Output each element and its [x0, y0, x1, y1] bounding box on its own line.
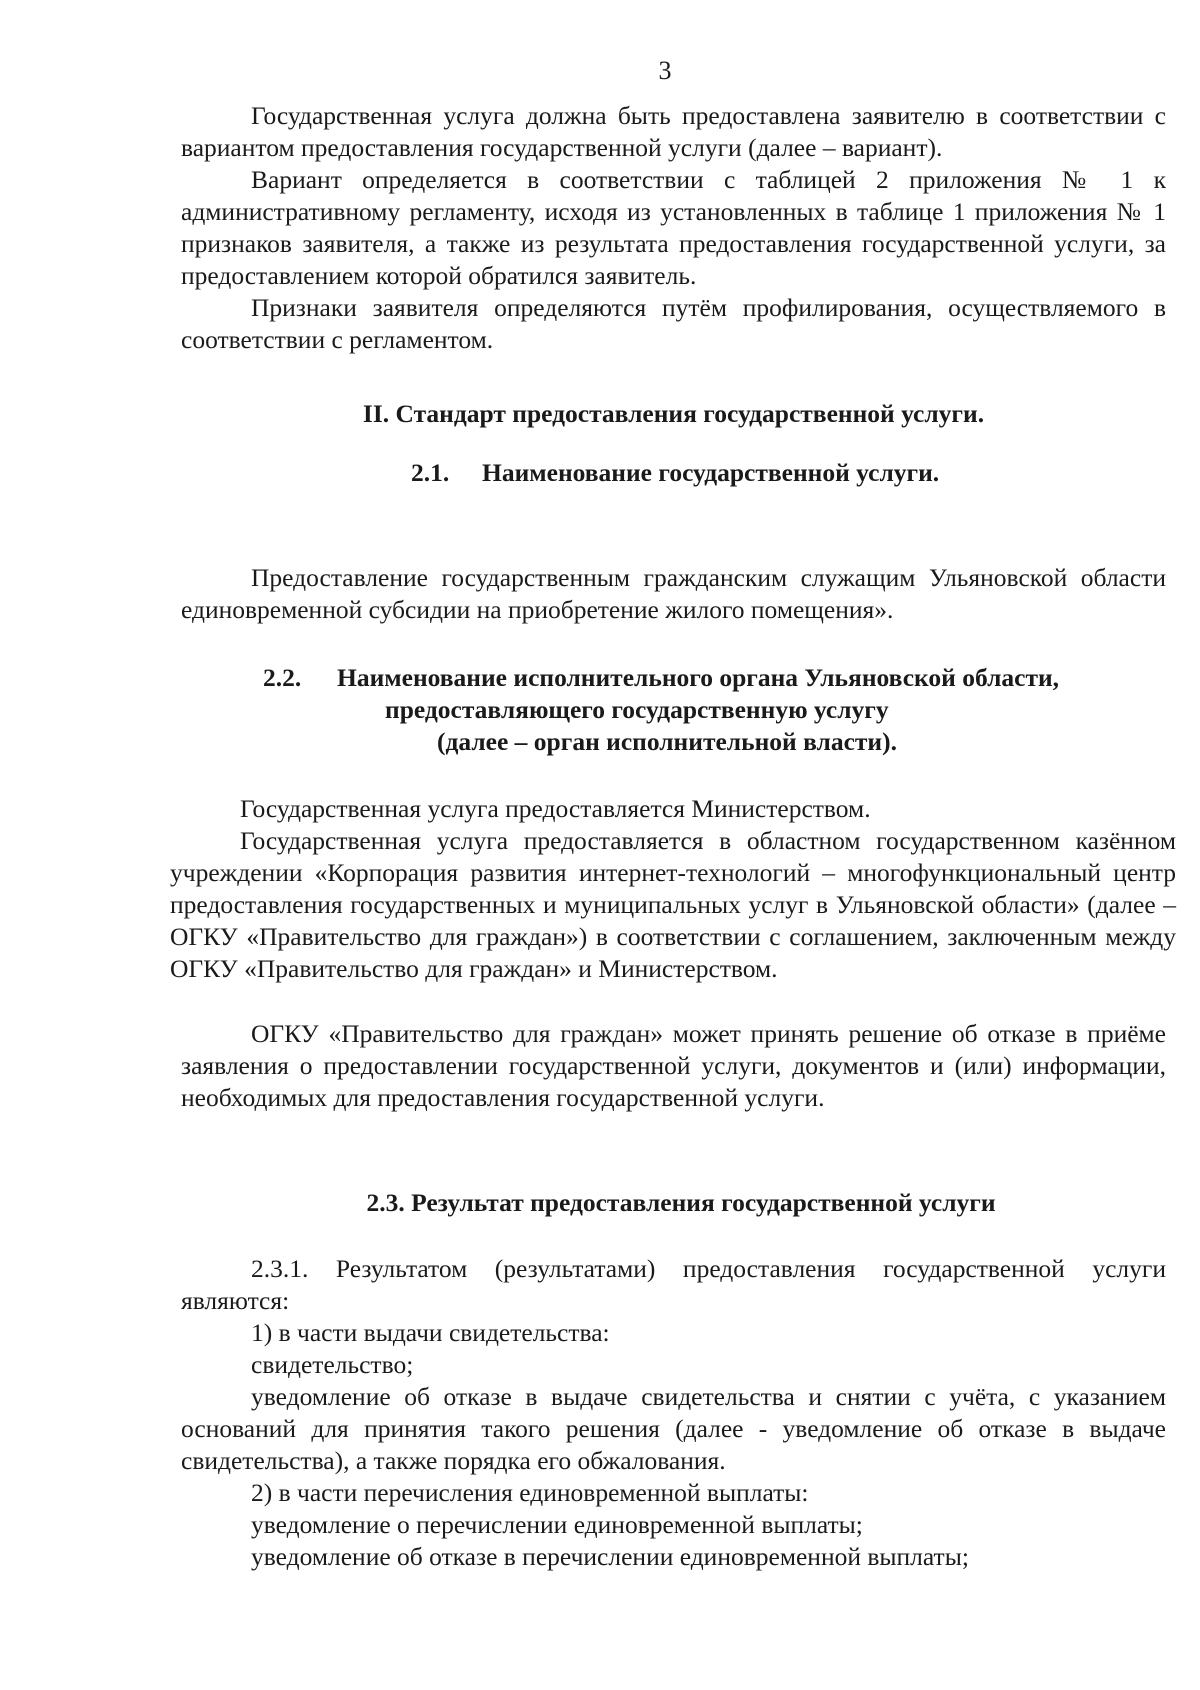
section-2-1-number: 2.1. — [411, 458, 450, 487]
intro-paragraph-1: Государственная услуга должна быть предоставлена заявителю в соответствии с вариантом предоставления государственной услуги (далее – вариант). — [181, 101, 1166, 162]
section-2-3-text — [181, 1253, 1166, 1573]
page-number: 3 — [658, 56, 672, 85]
section-2-3-list-item-2: свидетельство; — [251, 1350, 414, 1379]
section-2-2-text — [170, 793, 1176, 985]
section-2-1-heading: Наименование государственной услуги. — [482, 458, 940, 487]
section-2-3-heading: 2.3. Результат предоставления государственной услуги — [366, 1188, 996, 1217]
section-2-2-paragraph-1: Государственная услуга предоставляется Министерством. — [240, 794, 871, 823]
section-2-1-text — [181, 562, 1166, 626]
intro-paragraph-3: Признаки заявителя определяются путём профилирования, осуществляемого в соответствии с регламентом. — [181, 293, 1166, 354]
section-2-2-heading-line-3: (далее – орган исполнительной власти). — [437, 727, 897, 756]
section-2-heading: II. Стандарт предоставления государственной услуги. — [362, 399, 985, 428]
section-2-3-paragraph-2: уведомление об отказе в выдаче свидетельства и снятии с учёта, с указанием оснований для принятия такого решения (далее - уведомление об отказе в выдаче свидетельства), а также порядка его обжалования. — [181, 1382, 1166, 1475]
section-2-3-list-item-5: уведомление об отказе в перечислении единовременной выплаты; — [251, 1542, 969, 1571]
section-2-2-heading-line-1: Наименование исполнительного органа Ульяновской области, — [337, 663, 1060, 692]
section-2-3-list-item-3: 2) в части перечисления единовременной выплаты: — [251, 1478, 809, 1507]
section-2-3-paragraph-1: 2.3.1. Результатом (результатами) предоставления государственной услуги являются: — [181, 1254, 1166, 1315]
section-2-3-list-item-1: 1) в части выдачи свидетельства: — [251, 1318, 610, 1347]
section-2-2-paragraph-3: ОГКУ «Правительство для граждан» может принять решение об отказе в приёме заявления о предоставлении государственной услуги, документов и (или) информации, необходимых для предоставления государственной услуги. — [181, 1019, 1166, 1112]
section-2-2-text-continued — [181, 1018, 1166, 1114]
intro-paragraph-2: Вариант определяется в соответствии с таблицей 2 приложения № 1 к административному регламенту, исходя из установленных в таблице 1 приложения № 1 признаков заявителя, а также из результата предоставления государственной услуги, за предоставлением которой обратился заявитель. — [181, 165, 1166, 290]
section-2-2-paragraph-2: Государственная услуга предоставляется в областном государственном казённом учреждении «Корпорация развития интернет-технологий – многофункциональный центр предоставления государственных и муниципальных услуг в Ульяновской области» (далее – ОГКУ «Правительство для граждан») в соответствии с соглашением, заключенным между ОГКУ «Правительство для граждан» и Министерством. — [170, 826, 1176, 983]
section-2-2-heading-line-2: предоставляющего государственную услугу — [385, 695, 889, 724]
section-2-3-list-item-4: уведомление о перечислении единовременной выплаты; — [251, 1510, 863, 1539]
intro-text — [181, 100, 1166, 356]
section-2-2-number: 2.2. — [263, 663, 302, 692]
section-2-1-paragraph: Предоставление государственным гражданским служащим Ульяновской области единовременной субсидии на приобретение жилого помещения». — [181, 563, 1166, 624]
